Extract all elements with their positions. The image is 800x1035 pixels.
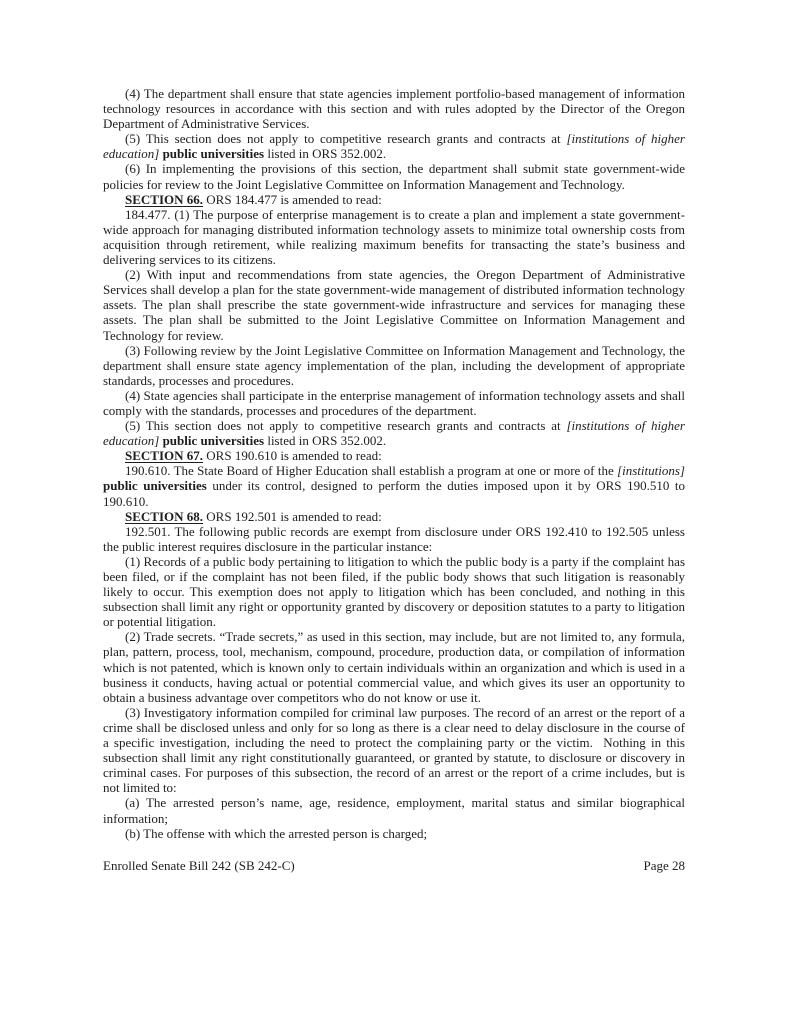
- text-segment: (2) Trade secrets. “Trade secrets,” as used in this section, may include, but are not limited to, any formula, plan, pattern, process, tool, mechanism, compound, procedure, production data, or compilation of information which is not patented, which is known only to certain individuals within an organization and which is used in a business it conducts, having actual or potential commercial value, and which gives its user an opportunity to obtain a business advantage over competitors who do not know or use it.: [103, 629, 685, 705]
- section-heading: SECTION 67.: [125, 448, 204, 464]
- text-segment: public universities: [162, 146, 265, 162]
- text-segment: (a) The arrested person’s name, age, residence, employment, marital status and similar biographical information;: [103, 795, 685, 826]
- paragraph: [103, 343, 685, 388]
- text-segment: (6) In implementing the provisions of this section, the department shall submit state government-wide policies for review to the Joint Legislative Committee on Information Management and Technology.: [103, 161, 685, 192]
- paragraph: [103, 388, 685, 418]
- paragraph: [103, 509, 685, 524]
- text-segment: listed in ORS 352.002.: [264, 433, 387, 449]
- paragraph: [103, 448, 685, 463]
- paragraph: [103, 192, 685, 207]
- text-segment: [institutions]: [617, 463, 685, 479]
- text-segment: (4) State agencies shall participate in the enterprise management of information technology assets and shall comply with the standards, processes and procedures of the department.: [103, 387, 685, 418]
- text-segment: (1) Records of a public body pertaining to litigation to which the public body is a party if the complaint has been filed, or if the complaint has not been filed, if the public body shows that such litigation is reasonably likely to occur. This exemption does not apply to litigation which has been concluded, and nothing in this subsection shall limit any right or opportunity granted by discovery or deposition statutes to a party to litigation or potential litigation.: [103, 553, 685, 630]
- text-segment: ORS 184.477 is amended to read:: [203, 191, 382, 207]
- page-footer: [103, 858, 685, 873]
- text-segment: (b) The offense with which the arrested person is charged;: [125, 825, 428, 841]
- text-segment: (4) The department shall ensure that state agencies implement portfolio-based management of information technology resources in accordance with this section and with rules adopted by the Director of the Oregon Department of Administrative Services.: [103, 86, 685, 132]
- footer-bill-title: Enrolled Senate Bill 242 (SB 242-C): [103, 857, 295, 873]
- footer-page-number: Page 28: [643, 857, 685, 873]
- paragraph: [103, 131, 685, 161]
- text-segment: ORS 190.610 is amended to read:: [203, 448, 382, 464]
- text-segment: (3) Following review by the Joint Legislative Committee on Information Management and Technology, the department shall ensure state agency implementation of the plan, including the development of appropriate standards, processes and procedures.: [103, 342, 685, 388]
- text-segment: [institutions of higher education]: [103, 131, 685, 162]
- text-segment: under its control, designed to perform the duties imposed upon it by ORS 190.510 to 190.610.: [103, 478, 685, 509]
- paragraph: [103, 554, 685, 629]
- text-segment: 192.501. The following public records are exempt from disclosure under ORS 192.410 to 192.505 unless the public interest requires disclosure in the particular instance:: [103, 523, 685, 554]
- paragraph: [103, 86, 685, 131]
- text-segment: 184.477. (1) The purpose of enterprise management is to create a plan and implement a state government-wide approach for managing distributed information technology assets to minimize total ownership costs from acquisition through retirement, while realizing maximum benefits for transacting the state’s business and delivering services to its citizens.: [103, 206, 685, 268]
- text-segment: 190.610. The State Board of Higher Education shall establish a program at one or more of the: [125, 463, 618, 479]
- text-segment: (5) This section does not apply to competitive research grants and contracts at: [125, 418, 567, 434]
- document-content: [103, 86, 685, 873]
- paragraph: [103, 207, 685, 267]
- paragraph: [103, 267, 685, 342]
- text-segment: public universities: [103, 478, 207, 494]
- paragraph: [103, 524, 685, 554]
- document-paragraphs: [103, 86, 685, 841]
- text-segment: listed in ORS 352.002.: [264, 146, 387, 162]
- text-segment: (2) With input and recommendations from state agencies, the Oregon Department of Administrative Services shall develop a plan for the state government-wide management of distributed information technology assets. The plan shall prescribe the state government-wide infrastructure and services for managing these assets. The plan shall be submitted to the Joint Legislative Committee on Information Management and Technology for review.: [103, 267, 685, 343]
- text-segment: (3) Investigatory information compiled for criminal law purposes. The record of an arrest or the report of a crime shall be disclosed unless and only for so long as there is a clear need to delay disclosure in the course of a specific investigation, including the need to protect the complaining party or the victim. Nothing in this subsection shall limit any right constitutionally guaranteed, or granted by statute, to disclosure or discovery in criminal cases. For purposes of this subsection, the record of an arrest or the report of a crime includes, but is not limited to:: [103, 704, 685, 796]
- text-segment: [institutions of higher education]: [103, 418, 685, 449]
- paragraph: [103, 418, 685, 448]
- paragraph: [103, 161, 685, 191]
- paragraph: [103, 826, 685, 841]
- section-heading: SECTION 68.: [125, 508, 204, 524]
- paragraph: [103, 629, 685, 704]
- paragraph: [103, 463, 685, 508]
- paragraph: [103, 795, 685, 825]
- section-heading: SECTION 66.: [125, 191, 204, 207]
- paragraph: [103, 705, 685, 796]
- text-segment: ORS 192.501 is amended to read:: [203, 508, 382, 524]
- text-segment: (5) This section does not apply to competitive research grants and contracts at: [125, 131, 567, 147]
- text-segment: public universities: [162, 433, 265, 449]
